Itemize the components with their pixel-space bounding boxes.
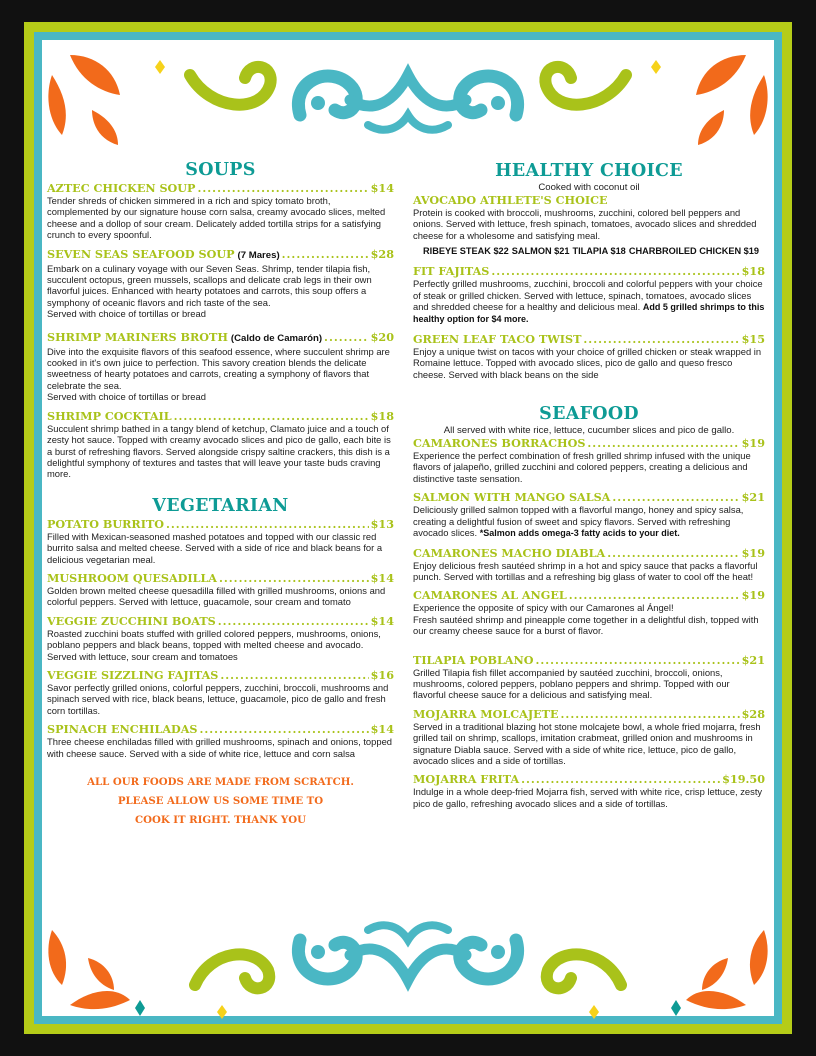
- note-line-3: COOK IT RIGHT. THANK YOU: [135, 814, 306, 826]
- item-name: CAMARONES MACHO DIABLA: [413, 545, 606, 560]
- scratch-cooking-note: [47, 773, 394, 830]
- item-price: $19: [741, 588, 765, 603]
- item-price: $19.50: [722, 772, 765, 787]
- item-price: $14: [370, 570, 394, 585]
- item-description: Grilled Tilapia fish fillet accompanied by sautéed zucchini, broccoli, onions, mushrooms, colored peppers, poblano peppers and shrimp. Topped with our flavorful cheese sauce for a delicious and satisfying meal.: [413, 666, 730, 701]
- item-description: Succulent shrimp bathed in a tangy blend of ketchup, Clamato juice and a touch of zesty hot sauce. Topped with creamy avocado slices and pico de gallo, each bite is a burst of refreshing flavors. Served alongside crispy saltine crackers, this dish is a delightful symphony of textures and tastes that will leave your taste buds craving more.: [47, 422, 391, 480]
- item-description: Served in a traditional blazing hot stone molcajete bowl, a whole fried mojarra, fresh grilled tail on shrimp, scallops, imitation crabmeat, grilled onion and mushrooms in signature Diabla sauce. Served with a side of white rice, lettuce, pico de gallo, avocado slices and a side of tortillas.: [413, 720, 761, 766]
- item-price: $19: [741, 545, 765, 560]
- menu-item-potato-burrito: [47, 517, 394, 565]
- note-line-1: ALL OUR FOODS ARE MADE FROM SCRATCH.: [87, 776, 354, 788]
- item-name: SHRIMP COCKTAIL: [47, 408, 172, 423]
- menu-item-veggie-zucchini-boats: [47, 614, 394, 662]
- item-description: Protein is cooked with broccoli, mushrooms, zucchini, colored bell peppers and onions. Served with lettuce, fresh spinach, tomatoes, avocado slices and shredded cheese for a wholesome and satisfying meal.: [413, 207, 757, 241]
- item-description: Experience the opposite of spicy with our Camarones al Ángel!: [413, 602, 674, 614]
- menu-item-shrimp-cocktail: [47, 409, 394, 480]
- item-price: $14: [370, 181, 394, 195]
- item-name: VEGGIE SIZZLING FAJITAS: [47, 667, 219, 682]
- left-column: [47, 160, 394, 830]
- section-title-vegetarian: VEGETARIAN: [152, 495, 289, 516]
- item-name: SEVEN SEAS SEAFOOD SOUP: [47, 246, 235, 261]
- menu-item-salmon-with-mango-salsa: [413, 490, 765, 539]
- protein-options: [423, 246, 759, 256]
- item-description: Golden brown melted cheese quesadilla filled with grilled mushrooms, onions and colorful peppers. Served with lettuce, guacamole, sour cream and tomato: [47, 584, 386, 608]
- menu-item-camarones-macho-diabla: [413, 546, 765, 583]
- item-name: POTATO BURRITO: [47, 516, 165, 531]
- item-price: $15: [741, 331, 765, 346]
- item-name: AVOCADO ATHLETE'S CHOICE: [413, 193, 608, 207]
- item-name: MOJARRA MOLCAJETE: [413, 706, 559, 721]
- item-name: AZTEC CHICKEN SOUP: [47, 181, 196, 195]
- menu-item-fit-fajitas: [413, 264, 765, 326]
- item-price: $14: [370, 613, 394, 628]
- item-description: Dive into the exquisite flavors of this seafood essence, where succulent shrimp are cooked in it's own juice to perfection. This savory creation blends the delicate sweetness of hearty potatoes and carrots, creating a symphony of flavors that celebrate the sea.: [47, 345, 390, 391]
- menu-item-aztec-chicken-soup: [47, 181, 394, 241]
- item-name: CAMARONES AL ANGEL: [413, 588, 567, 603]
- item-description: Enjoy a unique twist on tacos with your choice of grilled chicken or steak wrapped in Romaine lettuce. Topped with avocado slices, pico de gallo and queso fresco cheese. Served with black beans on the side: [413, 345, 762, 380]
- section-subtitle-healthy: Cooked with coconut oil: [538, 182, 640, 193]
- item-price: $13: [370, 516, 394, 531]
- item-name: SPINACH ENCHILADAS: [47, 722, 198, 737]
- item-description: Roasted zucchini boats stuffed with grilled colored peppers, mushrooms, onions, poblano peppers and black beans, topped with melted cheese and avocado. Served with lettuce, sour cream and tomatoes: [47, 627, 381, 662]
- item-name: MOJARRA FRITA: [413, 772, 520, 787]
- item-price: $20: [370, 329, 394, 344]
- menu-item-seven-seas-seafood-soup: [47, 247, 394, 320]
- option-chicken: CHARBROILED CHICKEN $19: [628, 246, 759, 257]
- option-tilapia: TILAPIA $18: [572, 246, 626, 257]
- item-description: Three cheese enchiladas filled with grilled mushrooms, spinach and onions, topped with cheese sauce. Served with a side of white rice, lettuce and corn salsa: [47, 736, 392, 759]
- item-description: Tender shreds of chicken simmered in a rich and spicy tomato broth, complemented by our signature house corn salsa, creamy avocado slices, melted cheese and a dollop of sour cream. Delicately added tortilla strips for a satisfying crunch to every spoonful.: [47, 195, 386, 241]
- section-title-soups: SOUPS: [185, 160, 256, 180]
- item-price: $28: [741, 706, 765, 721]
- item-description: Perfectly grilled mushrooms, zucchini, broccoli and colorful peppers with your choice of steak or grilled chicken. Served with lettuce, spinach, tomatoes, avocado slices and shredded cheese for a healthy and delicious meal. Add 5 grilled shrimps to this healthy option for $4 more.: [413, 278, 765, 325]
- item-note: *Salmon adds omega-3 fatty acids to your diet.: [479, 528, 680, 539]
- menu-item-mojarra-frita: [413, 772, 765, 809]
- item-name: MUSHROOM QUESADILLA: [47, 570, 217, 585]
- section-subtitle-seafood: All served with white rice, lettuce, cucumber slices and pico de gallo.: [443, 425, 735, 437]
- item-name: FIT FAJITAS: [413, 264, 490, 279]
- item-description: Enjoy delicious fresh sautéed shrimp in a hot and spicy sauce that packs a flavorful punch. Served with tortillas and a refreshing big glass of water to cool off the heat!: [413, 559, 758, 582]
- menu-item-veggie-sizzling-fajitas: [47, 668, 394, 716]
- item-price: $18: [370, 408, 394, 423]
- item-name: GREEN LEAF TACO TWIST: [413, 331, 582, 346]
- menu-item-shrimp-mariners-broth: [47, 330, 394, 403]
- note-line-2: PLEASE ALLOW US SOME TIME TO: [117, 795, 324, 807]
- item-note: Add 5 grilled shrimps to this healthy option for $4 more.: [413, 302, 765, 325]
- menu-item-mushroom-quesadilla: [47, 571, 394, 608]
- option-salmon: SALMON $21: [511, 246, 570, 257]
- option-ribeye: RIBEYE STEAK $22: [423, 246, 509, 257]
- section-title-seafood: SEAFOOD: [539, 404, 639, 425]
- menu-item-spinach-enchiladas: [47, 722, 394, 759]
- item-description: Indulge in a whole deep-fried Mojarra fish, served with white rice, crisp lettuce, zesty pico de gallo, refreshing avocado slices and a side of tortillas.: [413, 786, 763, 809]
- item-name: TILAPIA POBLANO: [413, 652, 534, 667]
- menu-item-camarones-borrachos: [413, 436, 765, 484]
- item-price: $28: [370, 246, 394, 261]
- item-price: $16: [370, 667, 394, 682]
- right-column: [413, 160, 765, 815]
- item-description: Embark on a culinary voyage with our Seven Seas. Shrimp, tender tilapia fish, succulent octopus, green mussels, scallops and delicate crab legs in their own flavorful juices. Enhanced with hearty potatoes and carrots, this soup offers a symphony of oceanic flavors and rich taste of the sea.: [47, 262, 372, 308]
- item-name: SHRIMP MARINERS BROTH: [47, 329, 228, 344]
- item-price: $14: [370, 722, 394, 737]
- item-price: $21: [741, 490, 765, 505]
- menu-item-tilapia-poblano: [413, 653, 765, 701]
- item-name: VEGGIE ZUCCHINI BOATS: [47, 613, 216, 628]
- item-price: $21: [741, 652, 765, 667]
- item-description-extra: Fresh sautéed shrimp and pineapple come together in a delightful dish, topped with our creamy cheese sauce for a burst of flavor.: [413, 613, 759, 637]
- item-tag: (Caldo de Camarón): [230, 332, 323, 344]
- item-price: $18: [741, 264, 765, 279]
- item-tag: (7 Mares): [237, 249, 280, 261]
- menu-item-camarones-al-angel: [413, 588, 765, 636]
- item-description-extra: Served with choice of tortillas or bread: [47, 391, 206, 403]
- item-description: Filled with Mexican-seasoned mashed potatoes and topped with our classic red burrito salsa and melted cheese. Served with a side of rice and black beans for a delicious vegetarian meal.: [47, 530, 383, 565]
- item-description: Experience the perfect combination of fresh grilled shrimp infused with the unique flavors of jalapeño, grilled zucchini and colored peppers, creating a delicious and distinctive taste sensation.: [413, 450, 751, 484]
- item-name: CAMARONES BORRACHOS: [413, 436, 586, 451]
- menu-item-green-leaf-taco-twist: [413, 332, 765, 380]
- item-description: Deliciously grilled salmon topped with a flavorful mango, honey and spicy salsa, creating a delightful fusion of sweet and spicy flavors. Served with refreshing avocado slices. *Salmon adds omega-3 fatty acids to your diet.: [413, 504, 744, 539]
- item-price: $19: [741, 436, 765, 451]
- item-name: SALMON WITH MANGO SALSA: [413, 490, 611, 505]
- item-description-extra: Served with choice of tortillas or bread: [47, 308, 206, 320]
- menu-item-mojarra-molcajete: [413, 707, 765, 767]
- menu-item-avocado-athletes-choice: [413, 193, 765, 241]
- item-description: Savor perfectly grilled onions, colorful peppers, zucchini, broccoli, mushrooms and spinach served with rice, black beans, lettuce, guacamole, pico de gallo and fresh corn tortillas.: [47, 681, 389, 716]
- section-title-healthy-choice: HEALTHY CHOICE: [495, 161, 683, 181]
